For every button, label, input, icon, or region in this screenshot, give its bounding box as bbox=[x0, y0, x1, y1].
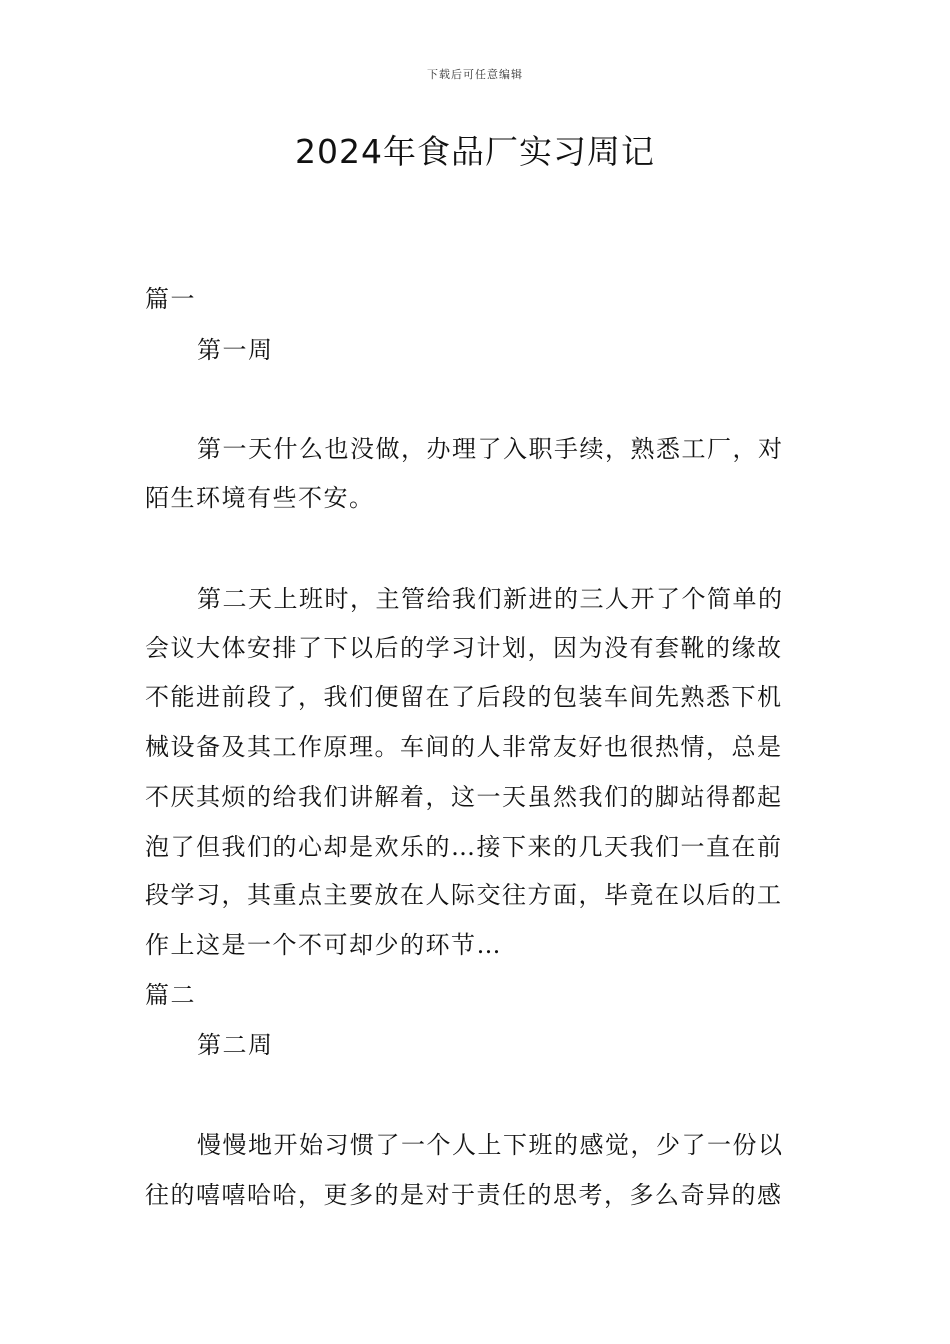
text-line: 往的嘻嘻哈哈，更多的是对于责任的思考，多么奇异的感 bbox=[145, 1181, 783, 1209]
text-line: 第二天上班时，主管给我们新进的三人开了个简单的 bbox=[197, 585, 784, 613]
section-heading: 篇一 bbox=[145, 285, 196, 313]
text-line: 陌生环境有些不安。 bbox=[145, 484, 375, 512]
text-line: 不能进前段了，我们便留在了后段的包装车间先熟悉下机 bbox=[145, 683, 783, 711]
text-line: 泡了但我们的心却是欢乐的…接下来的几天我们一直在前 bbox=[145, 833, 783, 861]
document-title: 2024年食品厂实习周记 bbox=[295, 132, 655, 171]
text-line: 作上这是一个不可却少的环节… bbox=[145, 931, 502, 959]
text-line: 段学习，其重点主要放在人际交往方面，毕竟在以后的工 bbox=[145, 881, 783, 909]
week-label: 第一周 bbox=[197, 336, 274, 364]
text-line: 会议大体安排了下以后的学习计划，因为没有套靴的缘故 bbox=[145, 634, 783, 662]
text-line: 械设备及其工作原理。车间的人非常友好也很热情，总是 bbox=[145, 733, 783, 761]
text-line: 第一天什么也没做，办理了入职手续，熟悉工厂，对 bbox=[197, 435, 784, 463]
section-heading: 篇二 bbox=[145, 981, 196, 1009]
header-note: 下载后可任意编辑 bbox=[427, 68, 523, 81]
text-line: 不厌其烦的给我们讲解着，这一天虽然我们的脚站得都起 bbox=[145, 783, 783, 811]
week-label: 第二周 bbox=[197, 1031, 274, 1059]
text-line: 慢慢地开始习惯了一个人上下班的感觉，少了一份以 bbox=[197, 1131, 784, 1159]
